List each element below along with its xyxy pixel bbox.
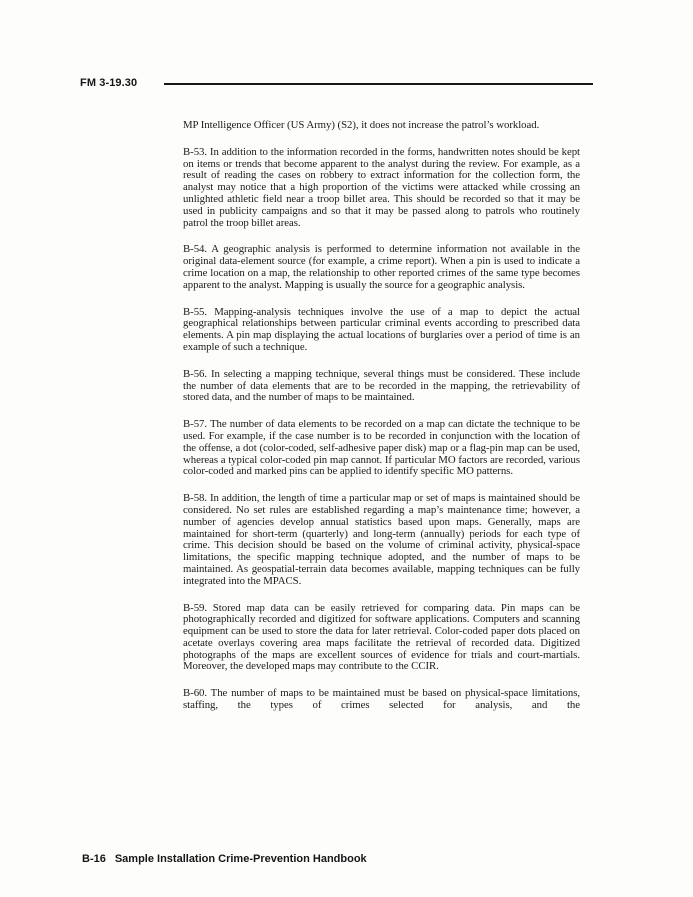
paragraph-b54: B-54. A geographic analysis is performed to determine information not available in the original data-element source (for example, a crime report). When a pin is used to indicate a crime location on a map, the relationship to other reported crimes of the same type becomes apparent to the analyst. Mapping is usually the source for a geographic analysis. <box>183 243 580 291</box>
paragraph-b55: B-55. Mapping-analysis techniques involve the use of a map to depict the actual geographical relationships between particular criminal events according to prescribed data elements. A pin map displaying the actual locations of burglaries over a period of time is an example of such a technique. <box>183 305 580 353</box>
paragraph-b53: B-53. In addition to the information recorded in the forms, handwritten notes should be kept on items or trends that become apparent to the analyst during the review. For example, as a result of reading the cases on robbery to extract information for the collection form, the analyst may notice that a high proportion of the victims were attacked while crossing an unlighted athletic field near a troop billet area. This should be recorded so that it may be used in publicity campaigns and so that it may be passed along to patrols who routinely patrol the troop billet areas. <box>183 145 580 229</box>
footer-page-number: B-16 <box>82 853 106 865</box>
paragraph-b56: B-56. In selecting a mapping technique, several things must be considered. These include the number of data elements that are to be recorded in the mapping, the retrievability of stored data, and the number of maps to be maintained. <box>183 367 580 404</box>
body-text-column <box>183 120 580 727</box>
paragraph-b58: B-58. In addition, the length of time a particular map or set of maps is maintained should be considered. No set rules are established regarding a map’s maintenance time; however, a number of agencies develop annual statistics based upon maps. Generally, maps are maintained for short-term (quarterly) and long-term (annually) periods for each type of crime. This decision should be based on the volume of criminal activity, physical-space limitations, the specific mapping technique adopted, and the number of maps to be maintained. As geospatial-terrain data becomes available, mapping techniques can be fully integrated into the MPACS. <box>183 492 580 587</box>
paragraph-b57: B-57. The number of data elements to be recorded on a map can dictate the technique to be used. For example, if the case number is to be recorded in conjunction with the location of the offense, a dot (color-coded, self-adhesive paper disk) map or a flag-pin map can be used, whereas a typical color-coded pin map cannot. If particular MO factors are recorded, various color-coded and marked pins can be applied to identify specific MO patterns. <box>183 418 580 478</box>
paragraph-b60: B-60. The number of maps to be maintained must be based on physical-space limitations, staffing, the types of crimes selected for analysis, and the <box>183 687 580 712</box>
header-doc-number: FM 3-19.30 <box>80 77 138 89</box>
footer-handbook-title: Sample Installation Crime-Prevention Handbook <box>114 853 367 865</box>
page-footer <box>82 853 367 865</box>
header-rule <box>164 83 593 85</box>
paragraph-b59: B-59. Stored map data can be easily retrieved for comparing data. Pin maps can be photographically recorded and digitized for software applications. Computers and scanning equipment can be used to store the data for later retrieval. Color-coded paper dots placed on acetate overlays covering area maps facilitate the retrieval of recorded data. Digitized photographs of the maps are excellent sources of evidence for trials and court-martials. Moreover, the developed maps may contribute to the CCIR. <box>183 601 580 673</box>
paragraph-intro-continuation: MP Intelligence Officer (US Army) (S2), it does not increase the patrol’s workload. <box>183 119 540 131</box>
